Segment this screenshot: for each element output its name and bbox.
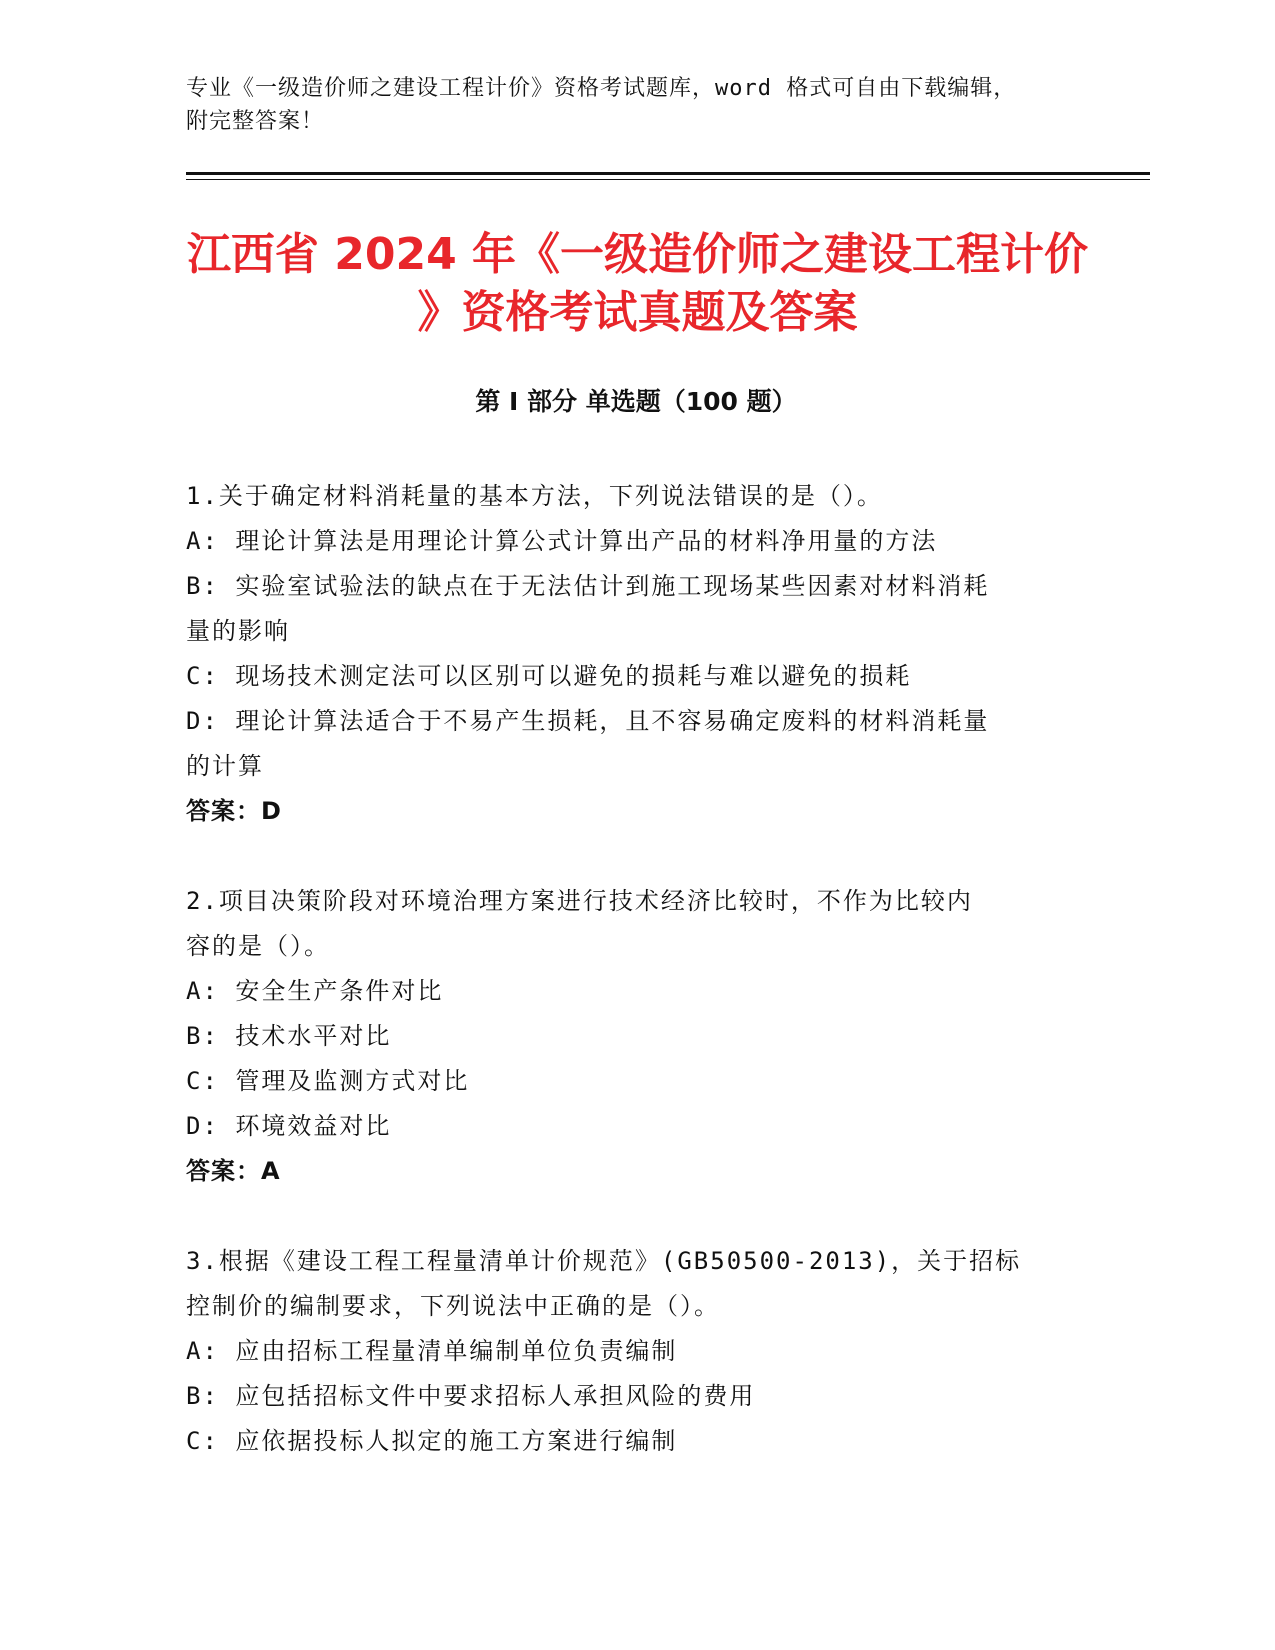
question-list <box>186 474 1086 1509</box>
header-divider-thick <box>186 172 1150 175</box>
question-option: 的计算 <box>186 752 264 780</box>
question-stem: 容的是（）。 <box>186 932 330 960</box>
question-option: D: 理论计算法适合于不易产生损耗，且不容易确定废料的材料消耗量 <box>186 707 990 735</box>
document-title <box>150 226 1125 342</box>
question-answer: 答案：D <box>186 797 282 825</box>
document-title-line-2: 》资格考试真题及答案 <box>417 287 858 338</box>
question-option: D: 环境效益对比 <box>186 1112 392 1140</box>
question-stem: 2.项目决策阶段对环境治理方案进行技术经济比较时，不作为比较内 <box>186 887 973 915</box>
question-option: B: 技术水平对比 <box>186 1022 392 1050</box>
question-option: A: 理论计算法是用理论计算公式计算出产品的材料净用量的方法 <box>186 527 938 555</box>
header-note-line-1: 专业《一级造价师之建设工程计价》资格考试题库，word 格式可自由下载编辑， <box>186 76 1017 101</box>
question-option: C: 现场技术测定法可以区别可以避免的损耗与难以避免的损耗 <box>186 662 912 690</box>
question-option: B: 实验室试验法的缺点在于无法估计到施工现场某些因素对材料消耗 <box>186 572 990 600</box>
question-stem: 3.根据《建设工程工程量清单计价规范》(GB50500-2013)，关于招标 <box>186 1247 1022 1275</box>
section-title: 第 I 部分 单选题（100 题） <box>475 387 797 416</box>
header-note <box>186 72 1086 138</box>
question-option: A: 应由招标工程量清单编制单位负责编制 <box>186 1337 678 1365</box>
question-answer: 答案：A <box>186 1157 281 1185</box>
document-title-line-1: 江西省 2024 年《一级造价师之建设工程计价 <box>186 229 1089 280</box>
question-option: 量的影响 <box>186 617 290 645</box>
header-note-line-2: 附完整答案！ <box>186 109 325 134</box>
question-stem: 控制价的编制要求，下列说法中正确的是（）。 <box>186 1292 720 1320</box>
header-divider-thin <box>186 179 1150 180</box>
question-option: A: 安全生产条件对比 <box>186 977 444 1005</box>
question-option: B: 应包括招标文件中要求招标人承担风险的费用 <box>186 1382 756 1410</box>
question-option: C: 管理及监测方式对比 <box>186 1067 470 1095</box>
question-2 <box>186 879 1086 1194</box>
question-option: C: 应依据投标人拟定的施工方案进行编制 <box>186 1427 678 1455</box>
question-3 <box>186 1239 1086 1464</box>
question-stem: 1.关于确定材料消耗量的基本方法，下列说法错误的是（）。 <box>186 482 883 510</box>
question-1 <box>186 474 1086 834</box>
